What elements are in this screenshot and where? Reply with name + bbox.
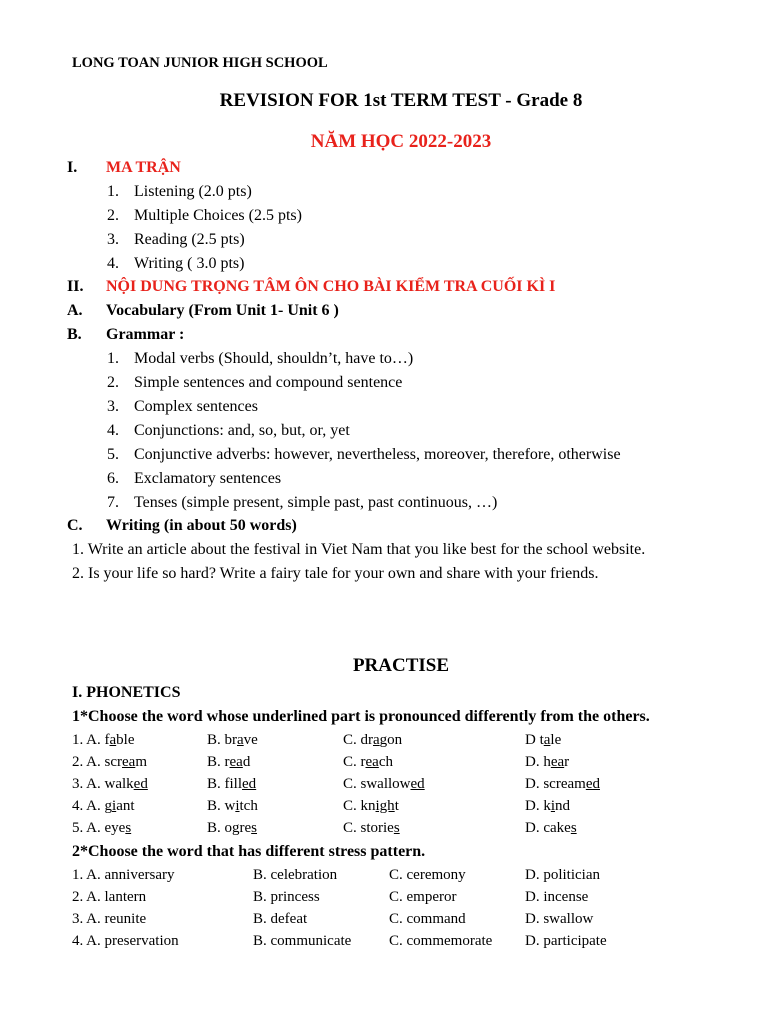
answer-option: 5. A. eyes (72, 820, 132, 836)
answer-option: C. reach (343, 754, 393, 770)
practise-title: PRACTISE (352, 655, 450, 676)
answer-option: C. dragon (343, 732, 403, 748)
underlined-part: s (570, 820, 577, 836)
page-title: REVISION FOR 1st TERM TEST - Grade 8 (219, 90, 583, 111)
writing-task-1: 1. Write an article about the festival in Viet Nam that you like best for the school website. (72, 541, 646, 558)
question-1-heading: 1*Choose the word whose underlined part is pronounced differently from the others. (72, 708, 650, 725)
list-item-number: 4. (107, 422, 119, 439)
answer-option: C. emperor (389, 889, 457, 905)
answer-option: C. commemorate (389, 933, 493, 949)
answer-option: C. command (389, 911, 466, 927)
section-2-heading: NỘI DUNG TRỌNG TÂM ÔN CHO BÀI KIỂM TRA CUỐI KÌ I (106, 278, 556, 295)
list-item: Simple sentences and compound sentence (134, 374, 403, 391)
school-name: LONG TOAN JUNIOR HIGH SCHOOL (72, 55, 328, 71)
underlined-part: ed (133, 776, 148, 792)
answer-option: 2. A. lantern (72, 889, 147, 905)
part-b-number: B. (67, 326, 82, 343)
answer-option: 4. A. preservation (72, 933, 179, 949)
question-2-heading: 2*Choose the word that has different stress pattern. (72, 843, 426, 860)
list-item-number: 1. (107, 350, 119, 367)
answer-option: B. celebration (253, 867, 338, 883)
list-item-number: 6. (107, 470, 119, 487)
underlined-part: a (543, 732, 551, 748)
underlined-part: a (109, 732, 117, 748)
list-item: Reading (2.5 pts) (134, 231, 245, 248)
underlined-part: ed (585, 776, 600, 792)
answer-option: B. communicate (253, 933, 352, 949)
answer-option: C. knight (343, 798, 399, 814)
section-1-number: I. (67, 159, 78, 176)
part-c-heading: Writing (in about 50 words) (106, 517, 297, 534)
answer-option: D. cakes (525, 820, 577, 836)
part-a-heading: Vocabulary (From Unit 1- Unit 6 ) (106, 302, 339, 319)
answer-option: B. witch (207, 798, 258, 814)
underlined-part: ea (365, 754, 379, 770)
underlined-part: ed (242, 776, 257, 792)
answer-option: B. princess (253, 889, 320, 905)
underlined-part: i (550, 798, 556, 814)
list-item-number: 2. (107, 374, 119, 391)
list-item: Listening (2.0 pts) (134, 183, 252, 200)
list-item-number: 7. (107, 494, 119, 511)
list-item: Tenses (simple present, simple past, past continuous, …) (134, 494, 498, 511)
list-item-number: 3. (107, 398, 119, 415)
list-item: Modal verbs (Should, shouldn’t, have to…) (134, 350, 414, 367)
list-item-number: 3. (107, 231, 119, 248)
answer-option: B. brave (207, 732, 258, 748)
list-item: Conjunctive adverbs: however, nevertheless, moreover, therefore, otherwise (134, 446, 621, 463)
answer-option: D. hear (525, 754, 570, 770)
underlined-part: ea (550, 754, 565, 770)
list-item: Multiple Choices (2.5 pts) (134, 207, 302, 224)
answer-option: D. participate (525, 933, 607, 949)
list-item: Complex sentences (134, 398, 258, 415)
answer-option: 3. A. walked (72, 776, 148, 792)
list-item-number: 4. (107, 255, 119, 272)
list-item-number: 2. (107, 207, 119, 224)
underlined-part: ea (122, 754, 136, 770)
answer-option: 2. A. scream (72, 754, 147, 770)
writing-task-2: 2. Is your life so hard? Write a fairy tale for your own and share with your friends. (72, 565, 599, 582)
answer-option: 1. A. fable (72, 732, 135, 748)
part-b-heading: Grammar : (106, 326, 185, 343)
underlined-part: ea (229, 754, 243, 770)
phonetics-heading: I. PHONETICS (72, 684, 181, 701)
answer-option: B. defeat (253, 911, 308, 927)
answer-option: D. politician (525, 867, 600, 883)
list-item: Writing ( 3.0 pts) (134, 255, 245, 272)
answer-option: B. ogres (207, 820, 258, 836)
part-c-number: C. (67, 517, 83, 534)
underlined-part: i (235, 798, 240, 814)
answer-option: D. screamed (525, 776, 600, 792)
underlined-part: igh (375, 798, 395, 814)
underlined-part: i (112, 798, 117, 814)
answer-option: 1. A. anniversary (72, 867, 175, 883)
underlined-part: a (373, 732, 380, 748)
underlined-part: s (251, 820, 258, 836)
section-2-number: II. (67, 278, 84, 295)
list-item: Exclamatory sentences (134, 470, 282, 487)
answer-option: D. kind (525, 798, 571, 814)
answer-option: D tale (525, 732, 562, 748)
answer-option: C. stories (343, 820, 400, 836)
answer-option: C. swallowed (343, 776, 425, 792)
underlined-part: s (393, 820, 400, 836)
underlined-part: ed (410, 776, 425, 792)
answer-option: 3. A. reunite (72, 911, 147, 927)
part-a-number: A. (67, 302, 83, 319)
underlined-part: s (125, 820, 132, 836)
answer-option: D. incense (525, 889, 589, 905)
answer-option: 4. A. giant (72, 798, 135, 814)
underlined-part: a (237, 732, 244, 748)
answer-option: C. ceremony (389, 867, 466, 883)
answer-option: B. read (207, 754, 251, 770)
school-year: NĂM HỌC 2022-2023 (310, 131, 492, 152)
list-item: Conjunctions: and, so, but, or, yet (134, 422, 350, 439)
section-1-heading: MA TRẬN (106, 159, 181, 176)
list-item-number: 1. (107, 183, 119, 200)
answer-option: D. swallow (525, 911, 594, 927)
answer-option: B. filled (207, 776, 257, 792)
list-item-number: 5. (107, 446, 119, 463)
